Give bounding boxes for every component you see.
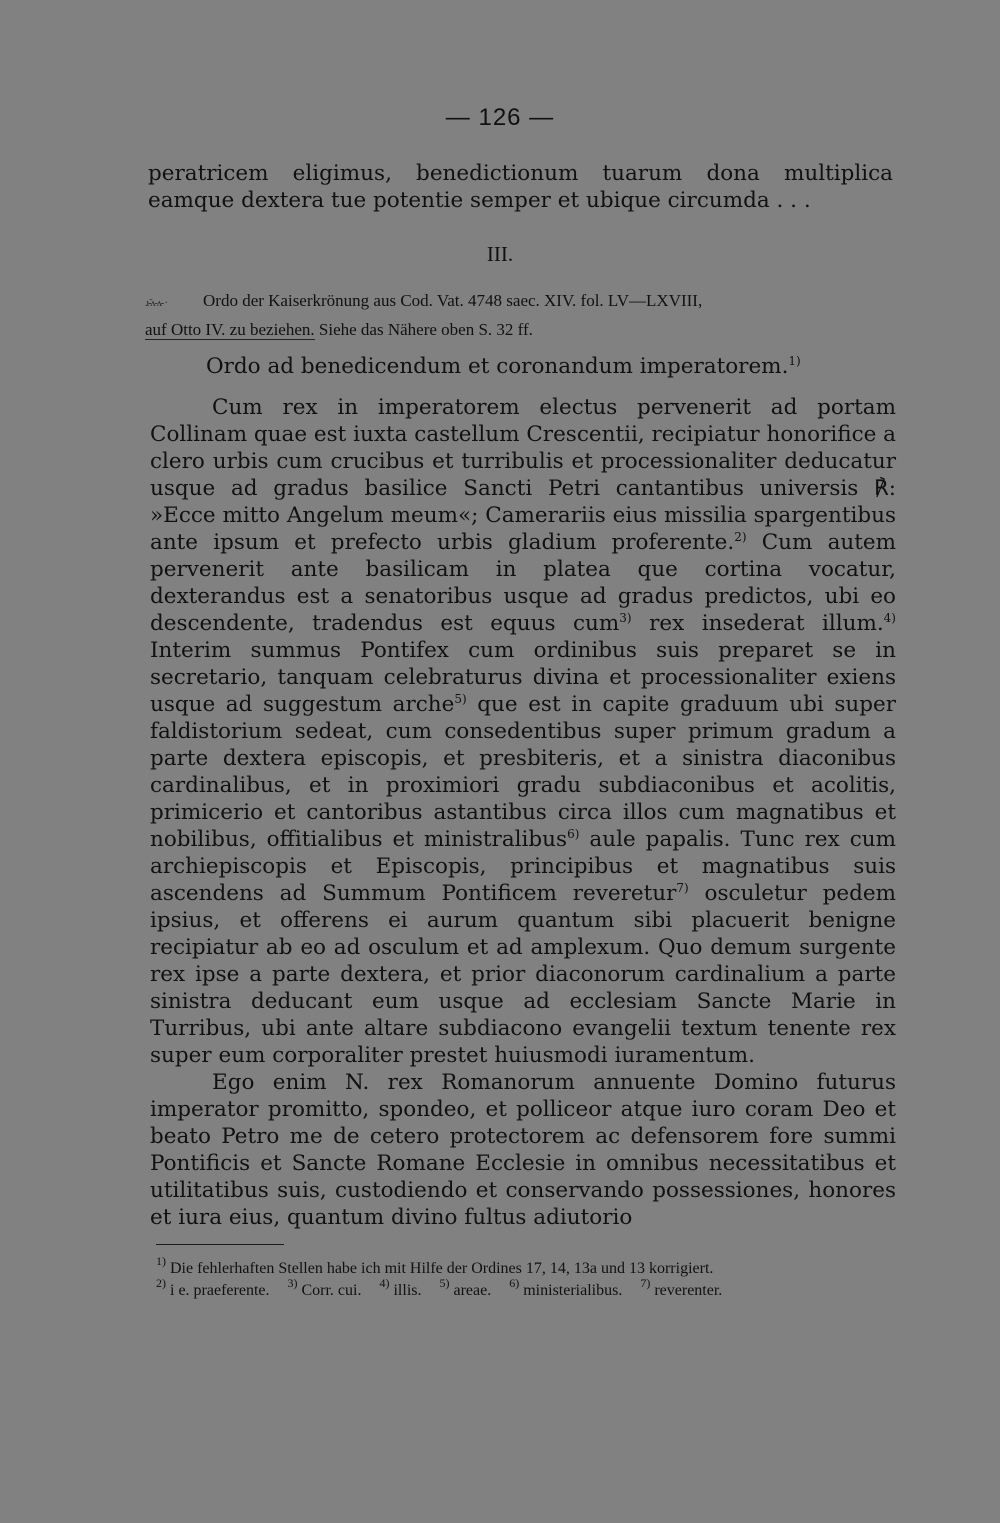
handwritten-scribble: .ɩ̃-ʌ-ʌ- · xyxy=(145,298,168,309)
paragraph-1 xyxy=(150,394,896,1069)
source-note xyxy=(145,288,895,343)
footnote-mark: 4) xyxy=(379,1276,390,1290)
footnote-text: areae. xyxy=(449,1282,492,1299)
footnote-mark: 1) xyxy=(156,1254,166,1268)
footnote-text: Die fehlerhaften Stellen habe ich mit Hilfe der Ordines 17, 14, 13a und 13 korrigiert. xyxy=(166,1260,714,1277)
footnote-mark: 5) xyxy=(439,1276,450,1290)
page-number: — 126 — xyxy=(445,104,555,131)
footnote-text: Corr. cui. xyxy=(297,1282,362,1299)
footnote-ref-4: 4) xyxy=(883,611,896,625)
footnote-3 xyxy=(287,1276,362,1299)
footnote-ref-1: 1) xyxy=(788,354,801,368)
footnote-2 xyxy=(156,1276,270,1299)
footnote-mark: 6) xyxy=(509,1276,520,1290)
footnote-text: i e. praeferente. xyxy=(166,1282,270,1299)
paragraph-1-text-b: Cum autem pervenerit ante basilicam in platea que cortina vocatur, dexterandus est a senatoribus usque ad gradus predictos, ubi eo descendente, tradendus est equus cum xyxy=(150,530,896,636)
footnote-mark: 7) xyxy=(640,1276,651,1290)
carry-over-text: peratricem eligimus, benedictionum tuarum dona multiplica eamque dextera tue potentie semper et ubique circumda . . . xyxy=(148,161,893,213)
source-note-line-1 xyxy=(145,288,895,317)
footnote-divider xyxy=(156,1244,284,1245)
source-note-reference: Siehe das Nähere oben S. 32 ff. xyxy=(314,320,533,339)
footnote-text: ministerialibus. xyxy=(519,1282,623,1299)
footnote-5 xyxy=(439,1276,492,1299)
footnote-7 xyxy=(640,1276,723,1299)
paragraph-1-text-a: Cum rex in imperatorem electus pervenerit ad portam Collinam quae est iuxta castellum Crescentii, recipiatur honorifice a clero urbis cum crucibus et turribulis et processionaliter deducatur usque ad gradus basilice Sancti Petri cantantibus universis ℟: »Ecce mitto Angelum meum«; Camerariis eius missilia spargentibus ante ipsum et prefecto urbis gladium proferente. xyxy=(150,395,896,555)
section-number: III. xyxy=(486,242,514,266)
paragraph-1-text-g: osculetur pedem ipsius, et offerens ei aurum quantum sibi placuerit benigne recipiatur ab eo ad osculum et ad amplexum. Quo demum surgente rex ipse a parte dextera, et prior diaconorum cardinalium a parte sinistra deducant eum usque ad ecclesiam Sancte Marie in Turribus, ubi ante altare subdiacono evangelii textum tenente rex super eum corporaliter prestet huiusmodi iuramentum. xyxy=(150,881,896,1068)
footnote-ref-6: 6) xyxy=(567,827,580,841)
ordo-title-text: Ordo ad benedicendum et coronandum imperatorem. xyxy=(206,354,789,379)
paragraph-1-text-d: Interim summus Pontifex cum ordinibus suis preparet se in secretario, tanquam celebraturus divina et processionaliter exiens usque ad suggestum arche xyxy=(150,638,896,717)
footnote-text: illis. xyxy=(389,1282,422,1299)
paragraph-1-text-c: rex insederat illum. xyxy=(631,611,884,636)
footnotes-2-7 xyxy=(156,1276,901,1302)
footnote-ref-3: 3) xyxy=(619,611,632,625)
footnotes xyxy=(156,1254,901,1302)
source-note-line-2 xyxy=(145,317,895,343)
footnote-6 xyxy=(509,1276,623,1299)
source-note-text: Ordo der Kaiserkrönung aus Cod. Vat. 4748 saec. XIV. fol. LV—LXVIII, xyxy=(203,291,703,310)
ordo-title xyxy=(206,354,906,379)
footnote-1 xyxy=(156,1254,901,1280)
footnote-mark: 3) xyxy=(287,1276,298,1290)
underlined-attribution: auf Otto IV. zu beziehen. xyxy=(145,320,315,339)
paragraph-2: Ego enim N. rex Romanorum annuente Domino futurus imperator promitto, spondeo, et polliceor atque iuro coram Deo et beato Petro me de cetero protectorem ac defensorem fore summi Pontificis et Sancte Romane Ecclesie in omnibus necessitatibus et utilitatibus suis, custodiendo et conservando possessiones, honores et iura eius, quantum divino fultus adiutorio xyxy=(150,1070,896,1230)
main-text xyxy=(150,394,896,1231)
footnote-ref-2: 2) xyxy=(734,530,747,544)
footnote-text: reverenter. xyxy=(650,1282,723,1299)
footnote-4 xyxy=(379,1276,422,1299)
paragraph-1-text-f: aule papalis. Tunc rex cum archiepiscopis et Episcopis, principibus et magnatibus suis ascendens ad Summum Pontificem reveretur xyxy=(150,827,896,906)
footnote-ref-5: 5) xyxy=(454,692,467,706)
paragraph-1-text-e: que est in capite graduum ubi super faldistorium sedeat, cum consedentibus super primum gradum a parte dextera episcopis, et presbiteris, et a sinistra diaconibus cardinalibus, et in proximiori gradu subdiaconibus et acolitis, primicerio et cantoribus astantibus circa illos cum magnatibus et nobilibus, offitialibus et ministralibus xyxy=(150,692,896,852)
footnote-ref-7: 7) xyxy=(676,881,689,895)
footnote-mark: 2) xyxy=(156,1276,166,1290)
